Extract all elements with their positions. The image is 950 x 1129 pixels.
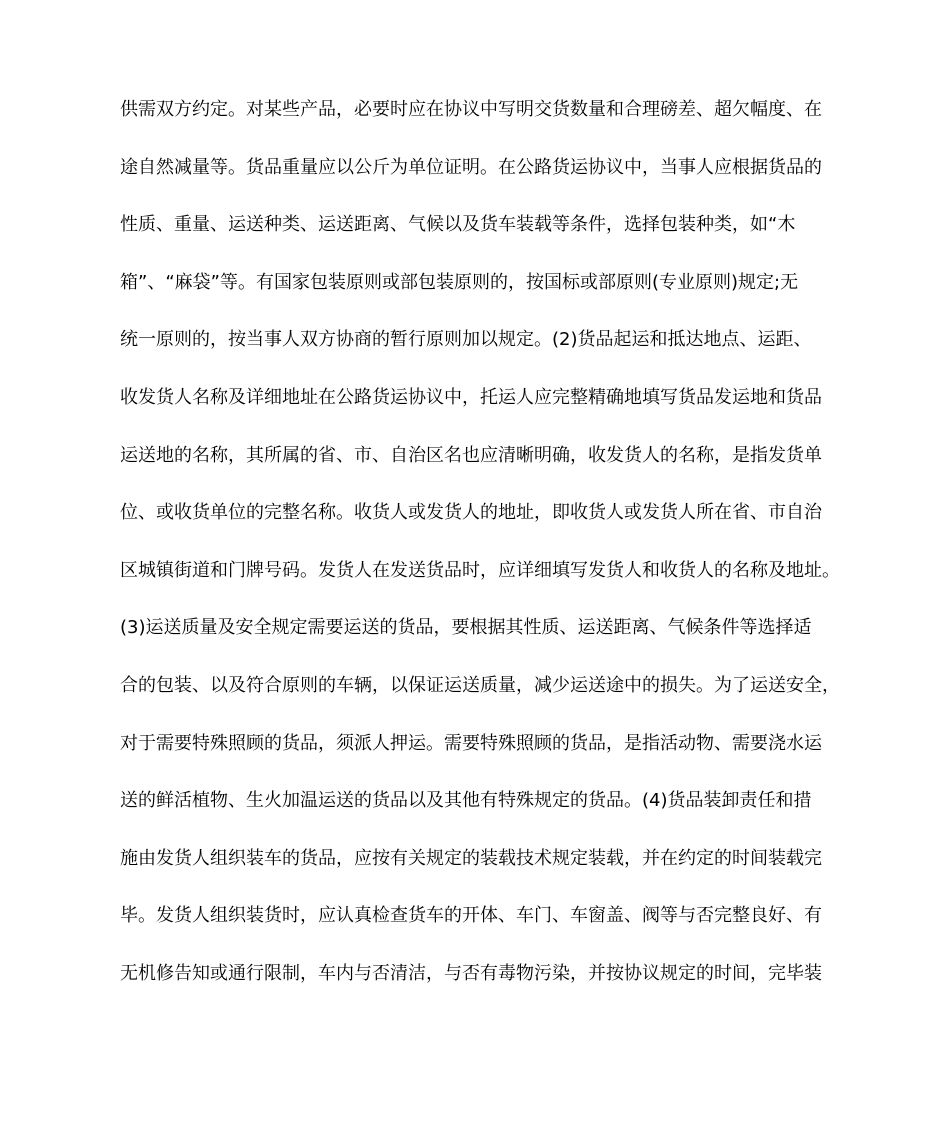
text-line-8: 位、或收货单位的完整名称。收货人或发货人的地址，即收货人或发货人所在省、市自治 xyxy=(120,502,822,524)
text-line-16: 无机修告知或通行限制，车内与否清洁，与否有毒物污染，并按协议规定的时间，完毕装 xyxy=(120,962,822,984)
text-line-7: 运送地的名称，其所属的省、市、自治区名也应清晰明确，收发货人的名称，是指发货单 xyxy=(120,444,822,466)
text-line-3: 性质、重量、运送种类、运送距离、气候以及货车装载等条件，选择包装种类，如“木 xyxy=(120,214,796,236)
body-text xyxy=(120,90,860,1012)
text-line-9: 区城镇街道和门牌号码。发货人在发送货品时，应详细填写发货人和收货人的名称及地址。 xyxy=(120,559,840,581)
text-line-13: 送的鲜活植物、生火加温运送的货品以及其他有特殊规定的货品。(4)货品装卸责任和措 xyxy=(120,790,812,812)
text-line-1: 供需双方约定。对某些产品，必要时应在协议中写明交货数量和合理磅差、超欠幅度、在 xyxy=(120,99,822,120)
text-line-2: 途自然减量等。货品重量应以公斤为单位证明。在公路货运协议中，当事人应根据货品的 xyxy=(120,156,822,178)
text-line-10: (3)运送质量及安全规定需要运送的货品，要根据其性质、运送距离、气候条件等选择适 xyxy=(120,617,812,639)
text-line-14: 施由发货人组织装车的货品，应按有关规定的装载技术规定装载，并在约定的时间装载完 xyxy=(120,847,822,869)
text-line-11: 合的包装、以及符合原则的车辆，以保证运送质量，减少运送途中的损失。为了运送安全， xyxy=(120,674,840,696)
text-line-4: 箱”、“麻袋”等。有国家包装原则或部包装原则的，按国标或部原则(专业原则)规定;无 xyxy=(120,271,799,293)
text-line-15: 毕。发货人组织装货时，应认真检查货车的开体、车门、车窗盖、阀等与否完整良好、有 xyxy=(120,905,822,927)
text-line-5: 统一原则的，按当事人双方协商的暂行原则加以规定。(2)货品起运和抵达地点、运距、 xyxy=(120,329,812,351)
text-line-6: 收发货人名称及详细地址在公路货运协议中，托运人应完整精确地填写货品发运地和货品 xyxy=(120,386,822,408)
text-line-12: 对于需要特殊照顾的货品，须派人押运。需要特殊照顾的货品，是指活动物、需要浇水运 xyxy=(120,732,822,754)
